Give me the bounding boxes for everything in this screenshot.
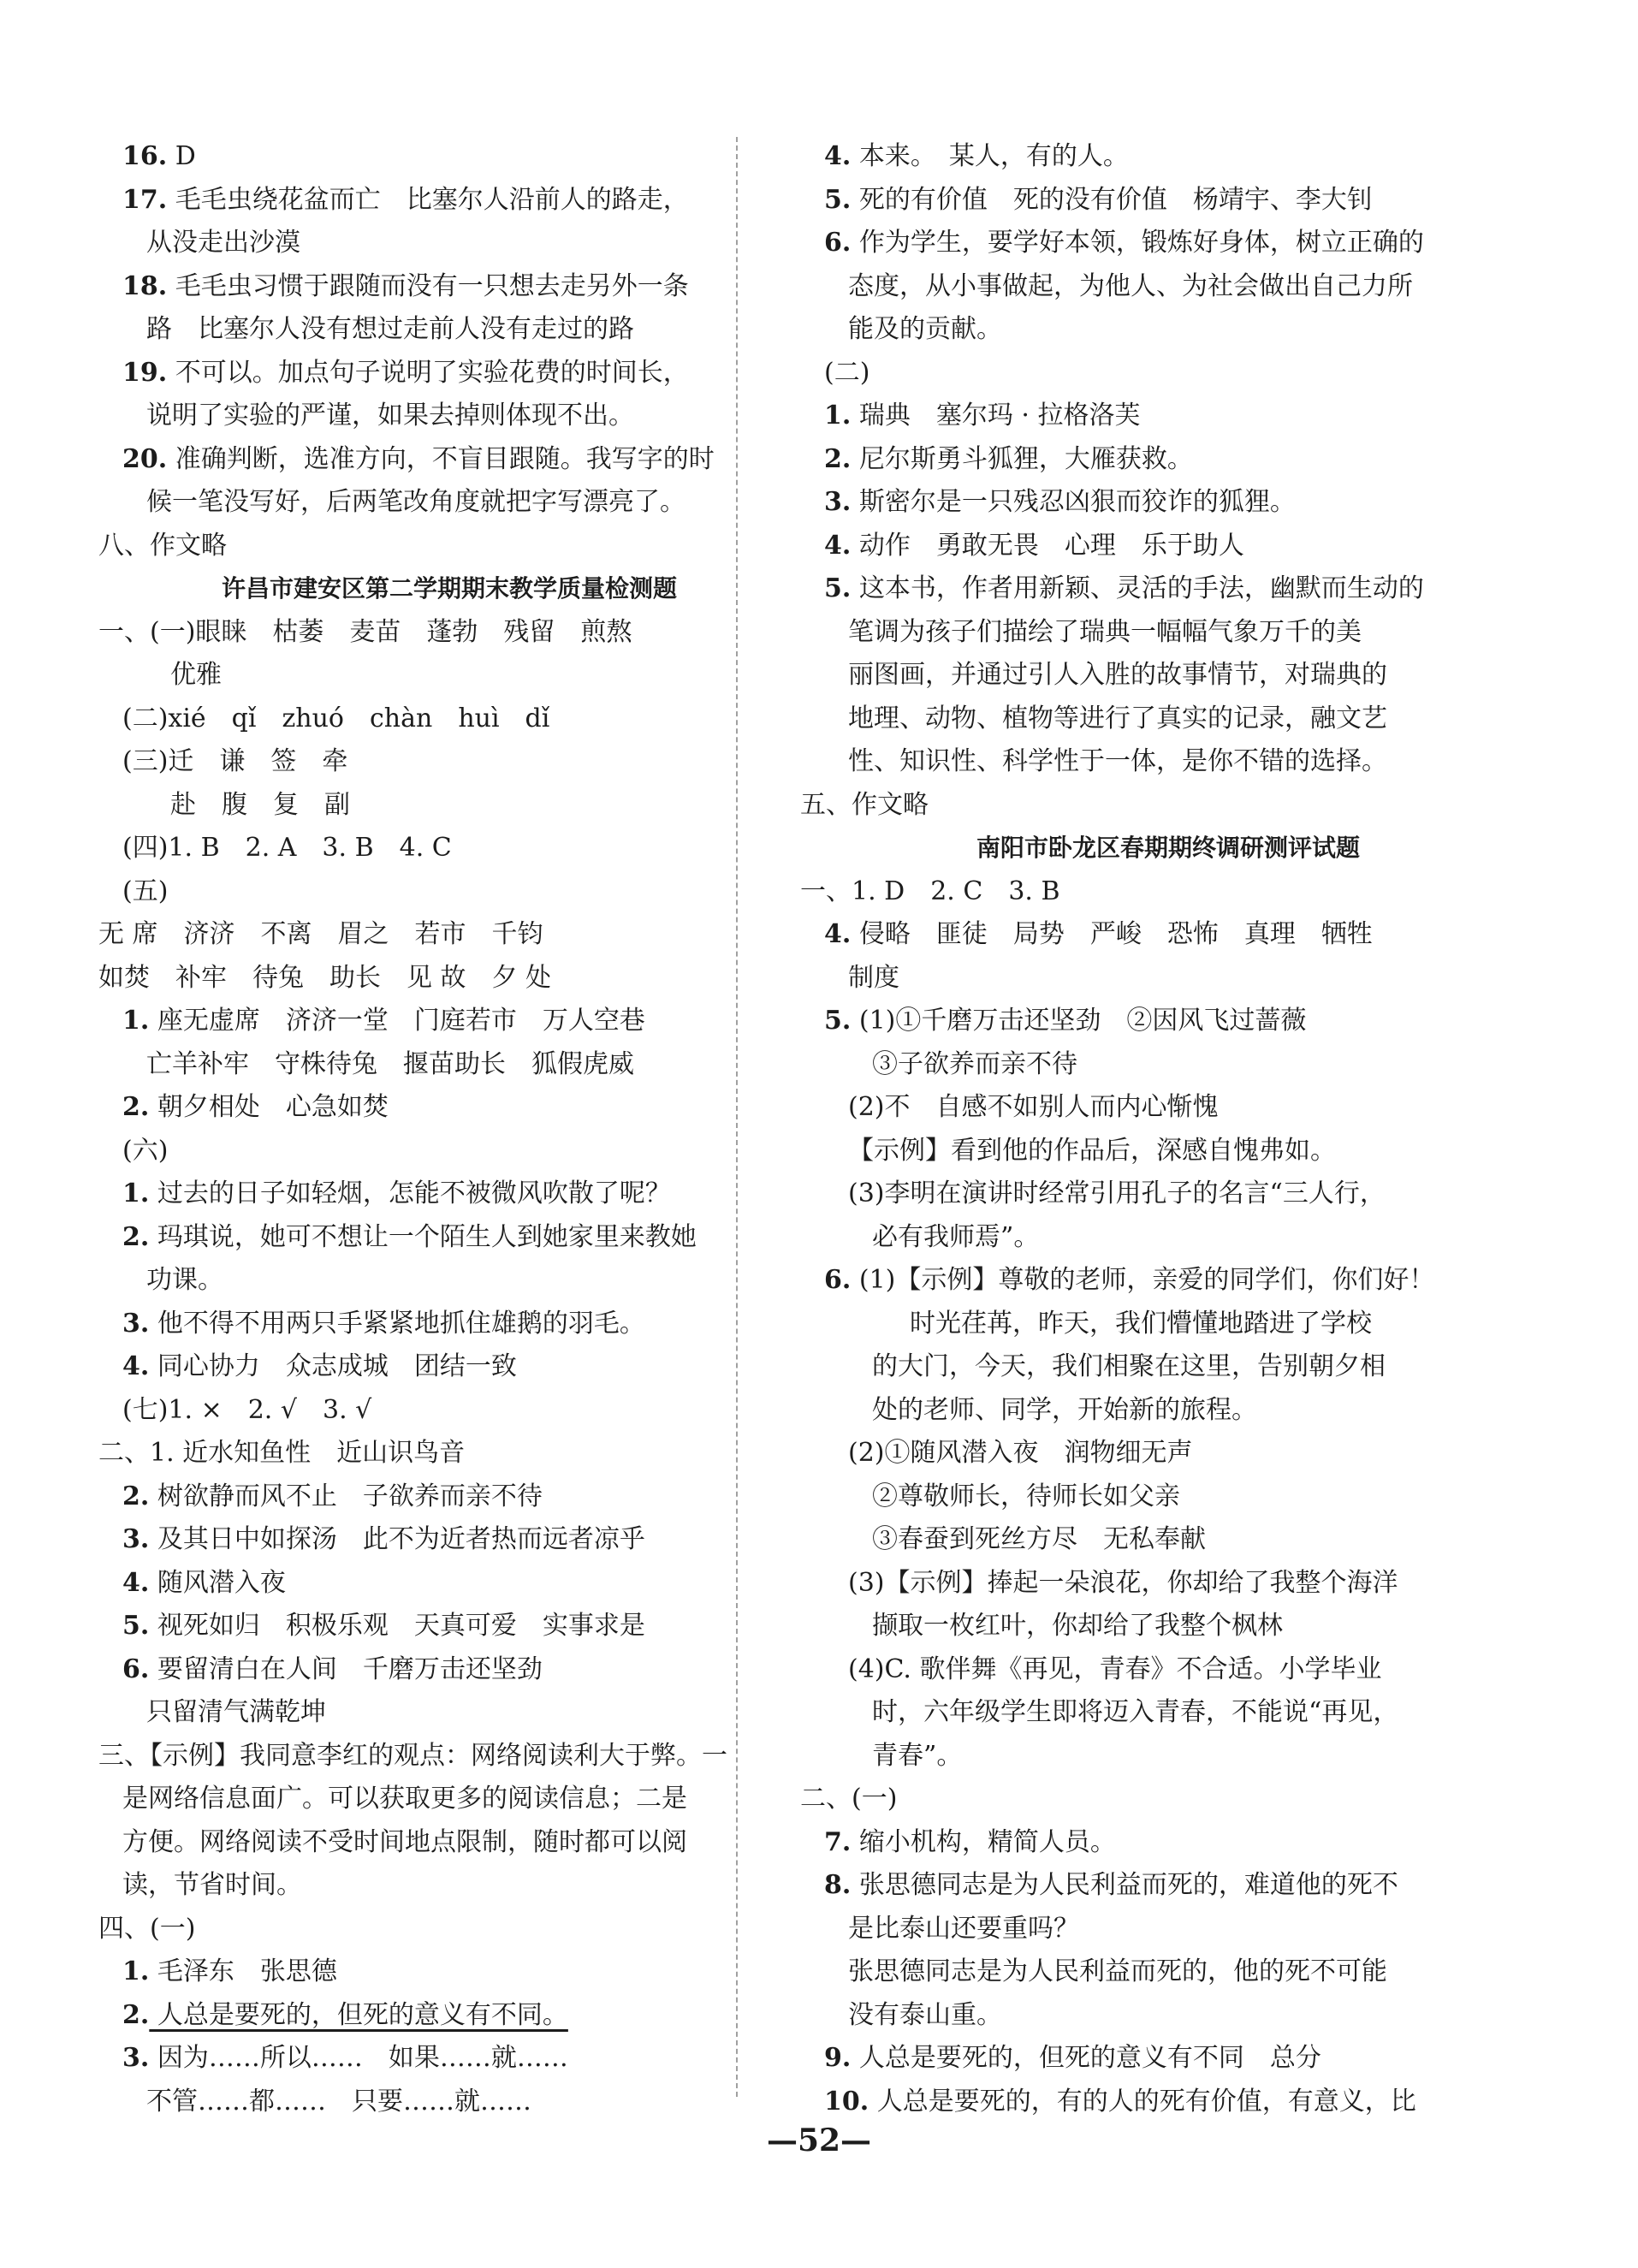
answer-text: 功课。 bbox=[146, 1265, 223, 1295]
question-number: 5. bbox=[824, 1006, 852, 1036]
answer-text: 毛泽东 张思德 bbox=[149, 1956, 337, 1986]
answer-text: 的大门，今天，我们相聚在这里，告别朝夕相 bbox=[872, 1351, 1386, 1381]
answer-text: 视死如归 积极乐观 天真可爱 实事求是 bbox=[149, 1611, 645, 1641]
answer-line bbox=[98, 1259, 800, 1303]
answer-line bbox=[98, 611, 800, 655]
answer-text: (1)①千磨万击还坚劲 ②因风飞过蔷薇 bbox=[851, 1006, 1307, 1036]
answer-line bbox=[800, 1908, 1536, 1951]
answer-line bbox=[800, 1259, 1536, 1303]
answer-line bbox=[98, 1821, 800, 1865]
answer-line bbox=[800, 1475, 1536, 1519]
right-column bbox=[800, 135, 1536, 2123]
answer-text: 过去的日子如轻烟，怎能不被微风吹散了呢？ bbox=[149, 1179, 671, 1208]
question-number: 6. bbox=[824, 1265, 852, 1295]
answer-text: 一、(一)眼睐 枯萎 麦苗 蓬勃 残留 煎熬 bbox=[98, 616, 632, 647]
answer-text: 是网络信息面广。可以获取更多的阅读信息；二是 bbox=[122, 1784, 687, 1814]
answer-text: 动作 勇敢无畏 心理 乐于助人 bbox=[851, 530, 1244, 561]
answer-line bbox=[800, 135, 1536, 179]
question-number: 4. bbox=[824, 141, 852, 171]
answer-line bbox=[800, 913, 1536, 957]
answer-text: 无 席 济济 不离 眉之 若市 千钧 bbox=[98, 919, 543, 949]
answer-line bbox=[800, 1518, 1536, 1562]
question-number: 4. bbox=[824, 530, 852, 561]
answer-line bbox=[800, 1130, 1536, 1173]
answer-text: 地理、动物、植物等进行了真实的记录，融文艺 bbox=[848, 703, 1387, 733]
answer-text: (五) bbox=[122, 876, 169, 906]
answer-line bbox=[800, 2081, 1536, 2124]
answer-line bbox=[800, 1173, 1536, 1216]
answer-text: 态度，从小事做起，为他人、为社会做出自己力所 bbox=[848, 270, 1413, 301]
answer-text: 时，六年级学生即将迈入青春，不能说“再见， bbox=[872, 1697, 1399, 1727]
answer-text: 随风潜入夜 bbox=[149, 1567, 286, 1598]
answer-text: 许昌市建安区第二学期期末教学质量检测题 bbox=[221, 574, 677, 603]
answer-line bbox=[800, 957, 1536, 1000]
question-number: 2. bbox=[122, 1092, 150, 1122]
answer-line bbox=[98, 2081, 800, 2124]
answer-text: 四、(一) bbox=[98, 1913, 196, 1944]
answer-line bbox=[98, 740, 800, 784]
answer-line bbox=[98, 1994, 800, 2038]
question-number: 1. bbox=[122, 1006, 150, 1036]
answer-line bbox=[98, 395, 800, 438]
question-number: 16. bbox=[122, 141, 168, 171]
answer-text: 只留清气满乾坤 bbox=[146, 1697, 326, 1727]
answer-text: ②尊敬师长，待师长如父亲 bbox=[872, 1481, 1180, 1511]
answer-line bbox=[800, 1000, 1536, 1043]
answer-text: 丽图画，并通过引人入胜的故事情节，对瑞典的 bbox=[848, 660, 1387, 690]
answer-text: (2)不 自感不如别人而内心惭愧 bbox=[848, 1092, 1219, 1122]
answer-line bbox=[800, 698, 1536, 741]
answer-line bbox=[800, 438, 1536, 482]
answer-line bbox=[98, 1950, 800, 1994]
answer-text: 这本书，作者用新颖、灵活的手法，幽默而生动的 bbox=[851, 573, 1424, 603]
question-number: 2. bbox=[122, 1999, 150, 2030]
answer-text: 必有我师焉”。 bbox=[872, 1221, 1040, 1252]
answer-line bbox=[98, 827, 800, 870]
answer-line bbox=[800, 1216, 1536, 1260]
answer-line bbox=[800, 179, 1536, 223]
question-number: 9. bbox=[824, 2043, 852, 2073]
answer-line bbox=[98, 1908, 800, 1951]
answer-line bbox=[98, 438, 800, 482]
question-number: 1. bbox=[122, 1179, 150, 1208]
page-number: —52— bbox=[766, 2123, 872, 2158]
question-number: 3. bbox=[122, 2043, 150, 2073]
answer-line bbox=[98, 2037, 800, 2081]
question-number: 6. bbox=[824, 228, 852, 258]
answer-line bbox=[98, 1562, 800, 1606]
answer-text: (三)迁 谦 签 牵 bbox=[122, 746, 348, 776]
answer-line bbox=[800, 352, 1536, 395]
answer-text: 南阳市卧龙区春期期终调研测评试题 bbox=[976, 834, 1360, 862]
question-number: 20. bbox=[122, 443, 168, 474]
answer-line bbox=[98, 957, 800, 1000]
answer-line bbox=[800, 1821, 1536, 1865]
answer-text: 优雅 bbox=[170, 660, 222, 690]
answer-line bbox=[800, 308, 1536, 352]
answer-text: 及其日中如探汤 此不为近者热而远者凉乎 bbox=[149, 1524, 645, 1554]
answer-text: 不可以。加点句子说明了实验花费的时间长， bbox=[167, 357, 689, 388]
answer-line bbox=[800, 2037, 1536, 2081]
answer-line bbox=[98, 1778, 800, 1821]
answer-line bbox=[98, 1518, 800, 1562]
answer-text: 玛琪说，她可不想让一个陌生人到她家里来教她 bbox=[149, 1221, 697, 1252]
answer-text: 毛毛虫习惯于跟随而没有一只想去走另外一条 bbox=[167, 270, 689, 301]
answer-text: 侵略 匪徒 局势 严峻 恐怖 真理 牺牲 bbox=[851, 919, 1373, 949]
answer-text: 五、作文略 bbox=[800, 789, 929, 820]
answer-text: 制度 bbox=[848, 962, 899, 993]
answer-text: (四)1. B 2. A 3. B 4. C bbox=[122, 833, 452, 863]
answer-text: 他不得不用两只手紧紧地抓住雄鹅的羽毛。 bbox=[149, 1308, 645, 1339]
answer-line bbox=[800, 1043, 1536, 1087]
answer-text: 不管……都…… 只要……就…… bbox=[146, 2086, 531, 2117]
answer-line bbox=[98, 1086, 800, 1130]
question-number: 3. bbox=[122, 1308, 150, 1339]
question-number: 2. bbox=[122, 1221, 150, 1252]
answer-text: 赴 腹 复 副 bbox=[170, 789, 350, 820]
answer-line bbox=[98, 1735, 800, 1778]
answer-text: 因为……所以…… 如果……就…… bbox=[149, 2043, 568, 2073]
answer-text: 瑞典 塞尔玛 · 拉格洛芙 bbox=[851, 401, 1141, 430]
answer-text: (4)C. 歌伴舞《再见，青春》不合适。小学毕业 bbox=[848, 1654, 1382, 1684]
question-number: 4. bbox=[122, 1351, 150, 1381]
answer-line bbox=[98, 1389, 800, 1433]
answer-text: 从没走出沙漠 bbox=[146, 228, 300, 258]
answer-line bbox=[800, 1735, 1536, 1778]
answer-line bbox=[98, 1648, 800, 1692]
answer-text: 朝夕相处 心急如焚 bbox=[149, 1092, 389, 1122]
answer-text: (二)xié qǐ zhuó chàn huì dǐ bbox=[122, 703, 550, 733]
answer-line bbox=[800, 1389, 1536, 1433]
answer-text: 人总是要死的，有的人的死有价值，有意义，比 bbox=[869, 2086, 1416, 2117]
answer-text: 尼尔斯勇斗狐狸，大雁获救。 bbox=[851, 443, 1193, 474]
section-title bbox=[800, 827, 1536, 870]
answer-text: 方便。网络阅读不受时间地点限制，随时都可以阅 bbox=[122, 1826, 687, 1857]
answer-text: (六) bbox=[122, 1135, 169, 1166]
answer-text: 要留清白在人间 千磨万击还坚劲 bbox=[149, 1654, 543, 1684]
question-number: 4. bbox=[122, 1567, 150, 1598]
question-number: 7. bbox=[824, 1826, 852, 1857]
answer-line bbox=[98, 913, 800, 957]
answer-line bbox=[98, 784, 800, 828]
answer-text: 路 比塞尔人没有想过走前人没有走过的路 bbox=[146, 314, 634, 344]
answer-text: 候一笔没写好，后两笔改角度就把字写漂亮了。 bbox=[146, 487, 685, 517]
answer-text: 是比泰山还要重吗？ bbox=[848, 1913, 1079, 1944]
answer-text: (二) bbox=[824, 357, 870, 388]
answer-line bbox=[800, 395, 1536, 438]
answer-line bbox=[800, 1864, 1536, 1908]
question-number: 1. bbox=[824, 401, 852, 430]
answer-line bbox=[800, 1432, 1536, 1475]
answer-text: 同心协力 众志成城 团结一致 bbox=[149, 1351, 517, 1381]
answer-line bbox=[800, 525, 1536, 568]
answer-text: D bbox=[167, 141, 196, 171]
answer-line bbox=[98, 352, 800, 395]
answer-text: 八、作文略 bbox=[98, 530, 227, 561]
question-number: 19. bbox=[122, 357, 168, 388]
answer-line bbox=[800, 1562, 1536, 1606]
answer-text: 亡羊补牢 守株待兔 揠苗助长 狐假虎威 bbox=[146, 1048, 634, 1079]
section-title bbox=[98, 567, 800, 611]
answer-line bbox=[800, 654, 1536, 698]
answer-text: 【示例】看到他的作品后，深感自愧弗如。 bbox=[848, 1135, 1336, 1166]
answer-text: 本来。 某人，有的人。 bbox=[851, 141, 1129, 171]
answer-line bbox=[800, 784, 1536, 828]
answer-text: 二、(一) bbox=[800, 1784, 898, 1814]
answer-text: 如焚 补牢 待兔 助长 见 故 夕 处 bbox=[98, 962, 552, 993]
answer-text: 准确判断，选准方向，不盲目跟随。我写字的时 bbox=[167, 443, 715, 474]
answer-line bbox=[98, 481, 800, 525]
answer-text: 毛毛虫绕花盆而亡 比塞尔人沿前人的路走， bbox=[167, 184, 689, 215]
answer-line bbox=[98, 1000, 800, 1043]
question-number: 3. bbox=[122, 1524, 150, 1554]
answer-text: 死的有价值 死的没有价值 杨靖宇、李大钊 bbox=[851, 184, 1373, 215]
question-number: 10. bbox=[824, 2086, 869, 2117]
answer-line bbox=[800, 481, 1536, 525]
answer-line bbox=[800, 611, 1536, 655]
answer-line bbox=[98, 1475, 800, 1519]
question-number: 5. bbox=[122, 1611, 150, 1641]
answer-line bbox=[98, 654, 800, 698]
answer-text: 张思德同志是为人民利益而死的，他的死不可能 bbox=[848, 1956, 1387, 1986]
answer-text: 缩小机构，精简人员。 bbox=[851, 1826, 1116, 1857]
answer-line bbox=[98, 1130, 800, 1173]
answer-line bbox=[800, 1994, 1536, 2038]
answer-line bbox=[98, 1691, 800, 1735]
answer-text: (2)①随风潜入夜 润物细无声 bbox=[848, 1438, 1193, 1468]
answer-line bbox=[800, 1648, 1536, 1692]
answer-line bbox=[98, 308, 800, 352]
answer-line bbox=[98, 135, 800, 179]
answer-text: ③春蚕到死丝方尽 无私奉献 bbox=[872, 1524, 1206, 1554]
question-number: 5. bbox=[824, 184, 852, 215]
question-number: 2. bbox=[824, 443, 852, 474]
answer-text: 一、1. D 2. C 3. B bbox=[800, 876, 1060, 906]
answer-text: (1)【示例】尊敬的老师，亲爱的同学们，你们好！ bbox=[851, 1265, 1435, 1295]
answer-line bbox=[98, 179, 800, 223]
answer-line bbox=[800, 265, 1536, 309]
answer-text: 读，节省时间。 bbox=[122, 1870, 302, 1900]
answer-text: 座无虚席 济济一堂 门庭若市 万人空巷 bbox=[149, 1006, 645, 1036]
answer-line bbox=[98, 870, 800, 914]
question-number: 18. bbox=[122, 270, 168, 301]
answer-text: 人总是要死的，但死的意义有不同。 bbox=[149, 1999, 568, 2030]
answer-line bbox=[800, 1303, 1536, 1346]
answer-line bbox=[800, 1605, 1536, 1648]
answer-line bbox=[98, 1432, 800, 1475]
answer-line bbox=[800, 1778, 1536, 1821]
answer-text: 斯密尔是一只残忍凶狠而狡诈的狐狸。 bbox=[851, 487, 1296, 517]
answer-text: (七)1. × 2. √ 3. √ bbox=[122, 1394, 372, 1425]
question-number: 6. bbox=[122, 1654, 150, 1684]
question-number: 2. bbox=[122, 1481, 150, 1511]
answer-text: 撷取一枚红叶，你却给了我整个枫林 bbox=[872, 1611, 1283, 1641]
answer-line bbox=[800, 870, 1536, 914]
question-number: 8. bbox=[824, 1870, 852, 1900]
answer-text: 三、【示例】我同意李红的观点：网络阅读利大于弊。一 bbox=[98, 1740, 727, 1771]
answer-line bbox=[98, 698, 800, 741]
question-number: 3. bbox=[824, 487, 852, 517]
answer-text: 作为学生，要学好本领，锻炼好身体，树立正确的 bbox=[851, 228, 1424, 258]
answer-line bbox=[98, 222, 800, 265]
answer-line bbox=[800, 1950, 1536, 1994]
answer-text: 性、知识性、科学性于一体，是你不错的选择。 bbox=[848, 746, 1387, 776]
answer-line bbox=[98, 1864, 800, 1908]
answer-text: 树欲静而风不止 子欲养而亲不待 bbox=[149, 1481, 543, 1511]
answer-line bbox=[800, 1086, 1536, 1130]
answer-line bbox=[98, 525, 800, 568]
question-number: 4. bbox=[824, 919, 852, 949]
answer-text: 青春”。 bbox=[872, 1740, 963, 1771]
answer-text: 笔调为孩子们描绘了瑞典一幅幅气象万千的美 bbox=[848, 616, 1362, 647]
answer-line bbox=[800, 1345, 1536, 1389]
answer-line bbox=[98, 1303, 800, 1346]
answer-text: 张思德同志是为人民利益而死的，难道他的死不 bbox=[851, 1870, 1398, 1900]
answer-line bbox=[800, 1691, 1536, 1735]
answer-text: ③子欲养而亲不待 bbox=[872, 1048, 1077, 1079]
answer-line bbox=[98, 1345, 800, 1389]
answer-text: 处的老师、同学，开始新的旅程。 bbox=[872, 1394, 1257, 1425]
answer-line bbox=[98, 1216, 800, 1260]
answer-line bbox=[800, 567, 1536, 611]
question-number: 17. bbox=[122, 184, 168, 215]
answer-text: (3)【示例】捧起一朵浪花，你却给了我整个海洋 bbox=[848, 1567, 1398, 1598]
answer-text: 二、1. 近水知鱼性 近山识鸟音 bbox=[98, 1438, 466, 1468]
answer-line bbox=[98, 265, 800, 309]
answer-text: 时光荏苒，昨天，我们懵懂地踏进了学校 bbox=[884, 1308, 1372, 1339]
answer-line bbox=[98, 1173, 800, 1216]
question-number: 5. bbox=[824, 573, 852, 603]
answer-text: 能及的贡献。 bbox=[848, 314, 1002, 344]
answer-line bbox=[98, 1605, 800, 1648]
answer-text: 人总是要死的，但死的意义有不同 总分 bbox=[851, 2043, 1321, 2073]
left-column bbox=[98, 135, 800, 2123]
answer-text: (3)李明在演讲时经常引用孔子的名言“三人行， bbox=[848, 1179, 1386, 1208]
answer-text: 说明了实验的严谨，如果去掉则体现不出。 bbox=[146, 401, 634, 430]
question-number: 1. bbox=[122, 1956, 150, 1986]
answer-line bbox=[800, 740, 1536, 784]
answer-text: 没有泰山重。 bbox=[848, 1999, 1002, 2030]
column-divider bbox=[736, 137, 738, 2097]
answer-line bbox=[800, 222, 1536, 265]
answer-line bbox=[98, 1043, 800, 1087]
